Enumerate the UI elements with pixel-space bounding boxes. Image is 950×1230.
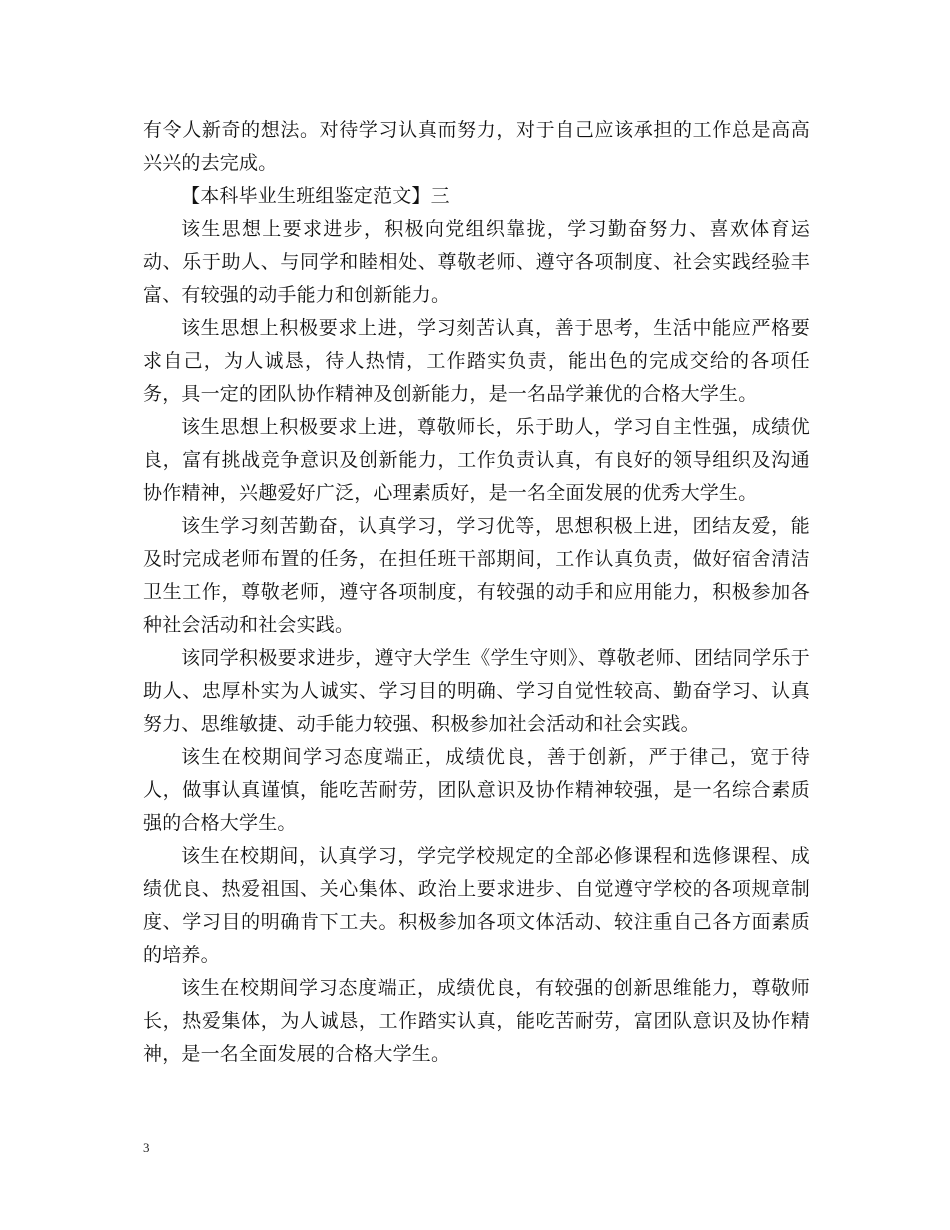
paragraph: 该生在校期间，认真学习，学完学校规定的全部必修课程和选修课程、成绩优良、热爱祖国、关心集体、政治上要求进步、自觉遵守学校的各项规章制度、学习目的明确肯下工夫。积极参加各项文体活动、较注重自己各方面素质的培养。 — [143, 845, 810, 966]
paragraph: 该同学积极要求进步，遵守大学生《学生守则》、尊敬老师、团结同学乐于助人、忠厚朴实为人诚实、学习目的明确、学习自觉性较高、勤奋学习、认真努力、思维敏捷、动手能力较强、积极参加社会活动和社会实践。 — [143, 647, 810, 735]
section-heading: 【本科毕业生班组鉴定范文】三 — [181, 185, 450, 207]
page-number: 3 — [143, 1140, 150, 1155]
paragraph: 该生学习刻苦勤奋，认真学习，学习优等，思想积极上进，团结友爱，能及时完成老师布置的任务，在担任班干部期间，工作认真负责，做好宿舍清洁卫生工作，尊敬老师，遵守各项制度，有较强的动手和应用能力，积极参加各种社会活动和社会实践。 — [143, 515, 810, 636]
paragraph: 该生思想上要求进步，积极向党组织靠拢，学习勤奋努力、喜欢体育运动、乐于助人、与同学和睦相处、尊敬老师、遵守各项制度、社会实践经验丰富、有较强的动手能力和创新能力。 — [143, 218, 810, 306]
paragraph: 该生思想上积极要求上进，尊敬师长，乐于助人，学习自主性强，成绩优良，富有挑战竞争意识及创新能力，工作负责认真，有良好的领导组织及沟通协作精神，兴趣爱好广泛，心理素质好，是一名全面发展的优秀大学生。 — [143, 416, 810, 504]
paragraph: 该生思想上积极要求上进，学习刻苦认真，善于思考，生活中能应严格要求自己，为人诚恳，待人热情，工作踏实负责，能出色的完成交给的各项任务，具一定的团队协作精神及创新能力，是一名品学兼优的合格大学生。 — [143, 317, 810, 405]
paragraph: 该生在校期间学习态度端正，成绩优良，有较强的创新思维能力，尊敬师长，热爱集体，为人诚恳，工作踏实认真，能吃苦耐劳，富团队意识及协作精神，是一名全面发展的合格大学生。 — [143, 977, 810, 1065]
paragraph-continuation: 有令人新奇的想法。对待学习认真而努力，对于自己应该承担的工作总是高高兴兴的去完成。 — [143, 119, 810, 174]
document-body — [143, 114, 810, 1071]
paragraph: 该生在校期间学习态度端正，成绩优良，善于创新，严于律己，宽于待人，做事认真谨慎，能吃苦耐劳，团队意识及协作精神较强，是一名综合素质强的合格大学生。 — [143, 746, 810, 834]
